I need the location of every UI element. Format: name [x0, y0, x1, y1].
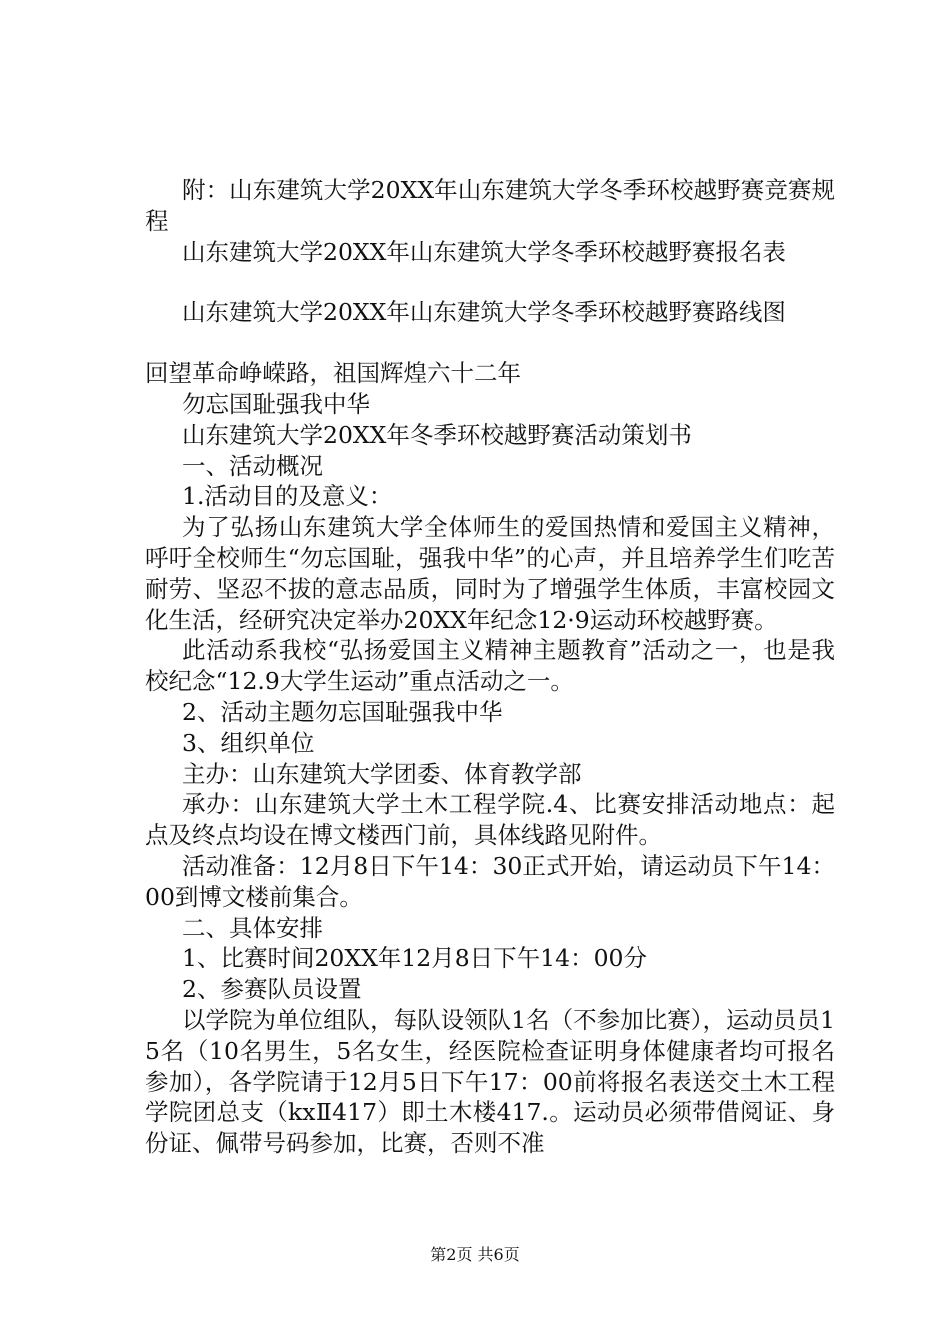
paragraph-theme: 2、活动主题勿忘国耻强我中华 [182, 697, 503, 726]
paragraph-purpose-body: 为了弘扬山东建筑大学全体师生的爱国热情和爱国主义精神，呼吁全校师生“勿忘国耻，强我中华”的心声，并且培养学生们吃苦耐劳、坚忍不拔的意志品质，同时为了增强学生体质，丰富校园文化生活，经研究决定举办20XX年纪念12·9运动环校越野赛。 [145, 513, 835, 634]
paragraph-slogan-1: 回望革命峥嵘路，祖国辉煌六十二年 [145, 359, 521, 388]
paragraph-preparation: 活动准备：12月8日下午14：30正式开始，请运动员下午14：00到博文楼前集合。 [145, 851, 835, 911]
paragraph-route-map: 山东建筑大学20XX年山东建筑大学冬季环校越野赛路线图 [182, 298, 786, 327]
paragraph-registration-form: 山东建筑大学20XX年山东建筑大学冬季环校越野赛报名表 [182, 237, 786, 266]
paragraph-activity-series: 此活动系我校“弘扬爱国主义精神主题教育”活动之一，也是我校纪念“12.9大学生运动”重点活动之一。 [145, 636, 835, 696]
paragraph-slogan-2: 勿忘国耻强我中华 [182, 389, 370, 418]
paragraph-host: 主办：山东建筑大学团委、体育教学部 [182, 759, 582, 788]
paragraph-race-time: 1、比赛时间20XX年12月8日下午14：00分 [182, 944, 647, 973]
paragraph-appendix: 附：山东建筑大学20XX年山东建筑大学冬季环校越野赛竞赛规程 [145, 176, 835, 235]
paragraph-plan-title: 山东建筑大学20XX年冬季环校越野赛活动策划书 [182, 420, 692, 449]
page-footer: 第2页 共6页 [430, 1245, 520, 1264]
document-body [145, 175, 835, 1159]
paragraph-team-setup-heading: 2、参赛队员设置 [182, 975, 362, 1004]
paragraph-section-2: 二、具体安排 [182, 913, 323, 942]
paragraph-co-host: 承办：山东建筑大学土木工程学院.4、比赛安排活动地点：起点及终点均设在博文楼西门前，具体线路见附件。 [145, 790, 835, 850]
paragraph-section-1: 一、活动概况 [182, 451, 323, 480]
paragraph-organizers-heading: 3、组织单位 [182, 728, 315, 757]
paragraph-team-setup-body: 以学院为单位组队，每队设领队1名（不参加比赛），运动员员15名（10名男生，5名女生，经医院检查证明身体健康者均可报名参加），各学院请于12月5日下午17：00前将报名表送交土木工程学院团总支（kxⅡ417）即土木楼417.。运动员必须带借阅证、身份证、佩带号码参加，比赛，否则不准 [145, 1005, 835, 1158]
paragraph-purpose-heading: 1.活动目的及意义： [182, 482, 393, 511]
